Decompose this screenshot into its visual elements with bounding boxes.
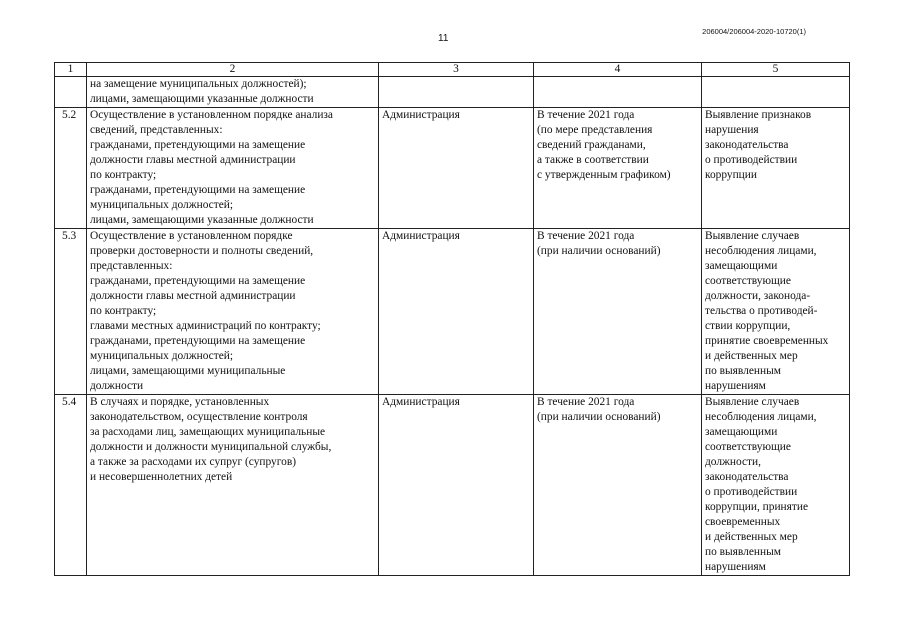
executor-cell (379, 77, 534, 108)
row-number: 5.4 (55, 395, 87, 576)
column-header: 1 (55, 63, 87, 77)
table-row (55, 229, 850, 395)
executor-cell: Администрация (379, 108, 534, 229)
term-cell: В течение 2021 года (при наличии оснований) (534, 229, 702, 395)
row-number: 5.2 (55, 108, 87, 229)
row-number (55, 77, 87, 108)
term-cell: В течение 2021 года (при наличии оснований) (534, 395, 702, 576)
column-header: 2 (87, 63, 379, 77)
column-header: 4 (534, 63, 702, 77)
page-number: 11 (438, 33, 449, 44)
term-cell: В течение 2021 года (по мере представления сведений гражданами, а также в соответствии с утвержденным графиком) (534, 108, 702, 229)
term-cell (534, 77, 702, 108)
executor-cell: Администрация (379, 229, 534, 395)
document-id: 206004/206004-2020-10720(1) (702, 27, 806, 36)
table-row (55, 395, 850, 576)
result-cell: Выявление признаков нарушения законодательства о противодействии коррупции (702, 108, 850, 229)
measure-cell: на замещение муниципальных должностей); лицами, замещающими указанные должности (87, 77, 379, 108)
table-row (55, 77, 850, 108)
measure-cell: В случаях и порядке, установленных законодательством, осуществление контроля за расходами лиц, замещающих муниципальные должности и должности муниципальной службы, а также за расходами их супруг (супругов) и несовершеннолетних детей (87, 395, 379, 576)
result-cell: Выявление случаев несоблюдения лицами, замещающими соответствующие должности, законода- тельства о противодей- ствии коррупции, принятие своевременных и действенных мер по выявленным нарушениям (702, 229, 850, 395)
measure-cell: Осуществление в установленном порядке анализа сведений, представленных: гражданами, претендующими на замещение должности главы местной администрации по контракту; гражданами, претендующими на замещение муниципальных должностей; лицами, замещающими указанные должности (87, 108, 379, 229)
measures-table (54, 62, 850, 576)
executor-cell: Администрация (379, 395, 534, 576)
table-row (55, 108, 850, 229)
column-header: 5 (702, 63, 850, 77)
row-number: 5.3 (55, 229, 87, 395)
result-cell: Выявление случаев несоблюдения лицами, замещающими соответствующие должности, законодательства о противодействии коррупции, принятие своевременных и действенных мер по выявленным нарушениям (702, 395, 850, 576)
table-header-row (55, 63, 850, 77)
result-cell (702, 77, 850, 108)
column-header: 3 (379, 63, 534, 77)
measure-cell: Осуществление в установленном порядке проверки достоверности и полноты сведений, представленных: гражданами, претендующими на замещение должности главы местной администрации по контракту; главами местных администраций по контракту; гражданами, претендующими на замещение муниципальных должностей; лицами, замещающими муниципальные должности (87, 229, 379, 395)
